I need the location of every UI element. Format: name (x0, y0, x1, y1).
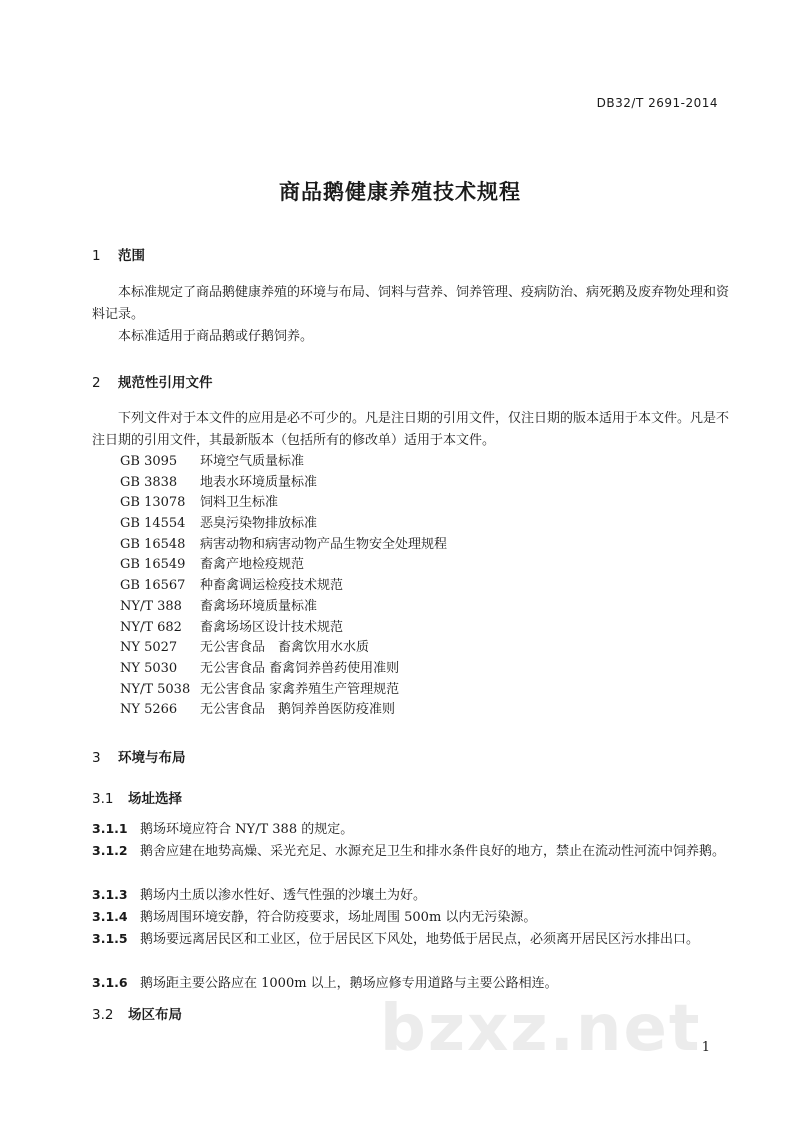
reference-item (120, 638, 447, 659)
reference-name: 恶臭污染物排放标准 (200, 516, 318, 532)
reference-code: GB 3838 (120, 474, 178, 490)
section-1-heading (92, 244, 145, 264)
reference-code: NY/T 5038 (120, 681, 191, 697)
reference-code: NY/T 682 (120, 619, 182, 635)
clause-text: 鹅舍应建在地势高燥、采光充足、水源充足卫生和排水条件良好的地方，禁止在流动性河流中饲养鹅。 (140, 844, 726, 859)
clause-3-1-4 (92, 906, 732, 929)
reference-name: 无公害食品 畜禽饮用水水质 (200, 640, 370, 656)
clause-number: 3.1.4 (92, 909, 128, 924)
subsection-number: 3.2 (92, 1007, 114, 1023)
subsection-3-1-heading (92, 787, 182, 807)
section-1-paragraph-2: 本标准适用于商品鹅或仔鹅饲养。 (118, 329, 314, 344)
reference-name: 种畜禽调运检疫技术规范 (200, 578, 344, 594)
reference-item (120, 555, 447, 576)
reference-code: GB 3095 (120, 454, 178, 469)
reference-code: GB 16567 (120, 578, 186, 594)
clause-3-1-3 (92, 884, 732, 907)
reference-item (120, 473, 447, 494)
clause-text: 鹅场环境应符合 NY/T 388 的规定。 (140, 822, 354, 837)
section-2-paragraph: 下列文件对于本文件的应用是必不可少的。凡是注日期的引用文件，仅注日期的版本适用于本文件。凡是不注日期的引用文件，其最新版本（包括所有的修改单）适用于本文件。 (92, 411, 730, 448)
reference-code: GB 16548 (120, 536, 186, 552)
section-title: 规范性引用文件 (118, 375, 213, 391)
reference-code: GB 13078 (120, 495, 186, 511)
reference-item (120, 493, 447, 514)
reference-list (120, 452, 447, 721)
section-number: 1 (92, 248, 101, 264)
reference-name: 畜禽场环境质量标准 (200, 598, 318, 614)
reference-code: NY 5030 (120, 660, 178, 676)
reference-code: NY/T 388 (120, 598, 182, 614)
reference-item (120, 514, 447, 535)
reference-name: 无公害食品 畜禽饲养兽药使用准则 (200, 660, 400, 676)
reference-item (120, 452, 447, 473)
reference-item (120, 576, 447, 597)
reference-item (120, 597, 447, 618)
document-title: 商品鹅健康养殖技术规程 (279, 180, 521, 204)
subsection-title: 场区布局 (128, 1007, 182, 1023)
section-number: 2 (92, 375, 101, 391)
page-number: 1 (701, 1040, 710, 1055)
section-1-paragraph-1: 本标准规定了商品鹅健康养殖的环境与布局、饲料与营养、饲养管理、疫病防治、病死鹅及废弃物处理和资料记录。 (92, 285, 730, 322)
clause-text: 鹅场距主要公路应在 1000m 以上，鹅场应修专用道路与主要公路相连。 (140, 976, 558, 991)
subsection-3-2-heading (92, 1003, 182, 1023)
reference-name: 无公害食品 鹅饲养兽医防疫准则 (200, 702, 396, 718)
clause-3-1-5 (92, 928, 732, 951)
section-2-heading (92, 371, 213, 391)
clause-number: 3.1.3 (92, 887, 128, 902)
reference-code: NY 5266 (120, 702, 178, 718)
reference-code: GB 16549 (120, 557, 186, 573)
subsection-title: 场址选择 (128, 791, 182, 807)
section-number: 3 (92, 750, 101, 766)
reference-name: 畜禽产地检疫规范 (200, 557, 305, 573)
clause-number: 3.1.6 (92, 975, 128, 990)
section-3-heading (92, 746, 186, 766)
reference-code: GB 14554 (120, 516, 186, 532)
clause-3-1-2 (92, 840, 732, 863)
reference-name: 病害动物和病害动物产品生物安全处理规程 (200, 536, 448, 552)
clause-3-1-1 (92, 818, 732, 841)
reference-name: 饲料卫生标准 (200, 495, 279, 511)
clause-number: 3.1.5 (92, 931, 128, 946)
reference-name: 环境空气质量标准 (200, 454, 305, 469)
clause-text: 鹅场要远离居民区和工业区，位于居民区下风处，地势低于居民点，必须离开居民区污水排出口。 (140, 932, 700, 947)
reference-item (120, 659, 447, 680)
section-title: 环境与布局 (118, 750, 186, 766)
section-title: 范围 (118, 248, 145, 264)
doc-code: DB32/T 2691-2014 (596, 96, 718, 110)
reference-item (120, 535, 447, 556)
clause-number: 3.1.2 (92, 843, 128, 858)
reference-item (120, 700, 447, 721)
reference-name: 畜禽场场区设计技术规范 (200, 619, 344, 635)
reference-name: 无公害食品 家禽养殖生产管理规范 (200, 681, 400, 697)
reference-item (120, 680, 447, 701)
clause-text: 鹅场内土质以渗水性好、透气性强的沙壤土为好。 (140, 888, 427, 903)
watermark: bzxz.net (380, 992, 702, 1066)
clause-number: 3.1.1 (92, 821, 128, 836)
reference-item (120, 618, 447, 639)
subsection-number: 3.1 (92, 791, 114, 807)
reference-code: NY 5027 (120, 640, 178, 656)
clause-text: 鹅场周围环境安静，符合防疫要求，场址周围 500m 以内无污染源。 (140, 910, 537, 925)
reference-name: 地表水环境质量标准 (200, 474, 318, 490)
